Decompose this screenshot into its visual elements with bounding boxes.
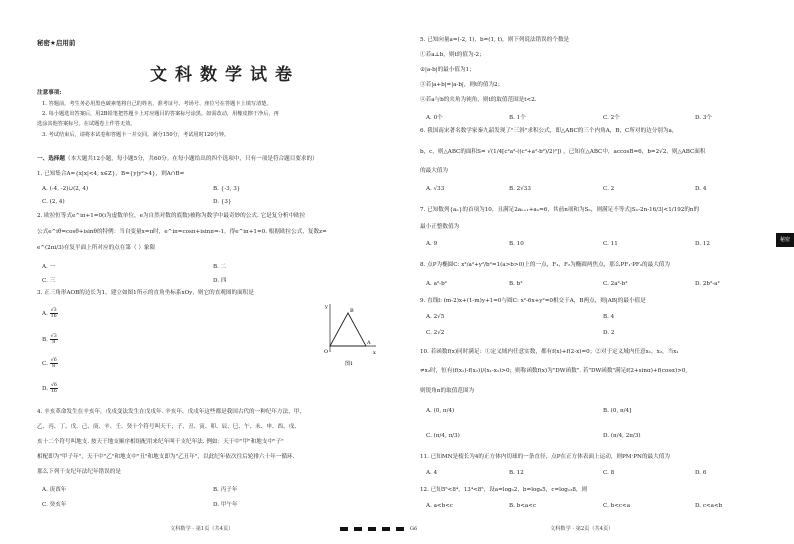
q10-option-a: A. (0, π/4) <box>426 408 455 414</box>
notice-2-cont: 选涂其他答案标号。在试题卷上作答无效。 <box>37 121 136 127</box>
mark-square <box>368 527 376 531</box>
q1-option-d: D. {3} <box>213 199 232 205</box>
q6-option-a: A. √33 <box>426 186 445 192</box>
q4-line-2: 乙、丙、丁、戊、己、庚、辛、壬、癸十个符号叫天干；子、丑、寅、卯、辰、巳、午、未、申、酉、戌、 <box>37 424 300 430</box>
q6-formula: √(1/4[c²a²-((c²+a²-b²)/2)²]) <box>487 149 562 155</box>
q2-option-d: D. 四 <box>213 278 227 284</box>
q2-option-a: A. 一 <box>42 264 56 270</box>
q7-line-2: 最小正整数值为 <box>420 224 460 230</box>
notice-2: 2. 每小题选出答案后，用2B铅笔把答题卡上对应题目的答案标号涂黑。如需改动，用橡皮擦干净后，再 <box>42 111 279 117</box>
q6-option-b: B. 2√33 <box>509 186 531 192</box>
secret-tag: 秘密★启用前 <box>37 39 76 47</box>
q7-line-1: 7. 已知数列{aₙ}的首项为10，且满足2aₙ₊₁+aₙ=6，其前n项和为Sₙ，则满足不等式|Sₙ-2n-16/3|<1/192的n的 <box>420 207 700 213</box>
q6-line-2: b，c，则△ABC的面积S= √(1/4[c²a²-((c²+a²-b²)/2)²]) ，已知在△ABC中，accosB=6，b=2√2，则△ABC面积 <box>420 149 706 155</box>
q4-option-b: B. 丙子年 <box>213 487 238 493</box>
q5-option-d: D. 3个 <box>695 115 712 121</box>
q9-option-c: C. 2√2 <box>426 330 445 336</box>
q11-option-c: C. 8 <box>603 470 615 476</box>
q2-option-c: C. 三 <box>42 278 56 284</box>
q7-option-b: B. 10 <box>509 241 524 247</box>
q3-stem: 3. 正三角形AOB的边长为1，建立如图1所示的直角坐标系xOy，则它的直观图的面积是 <box>37 290 254 296</box>
notice-1: 1. 答题前，考生务必用黑色碳素笔将自己的姓名、准考证号、考场号、座位号在答题卡上填写清楚。 <box>42 101 272 107</box>
q12-stem: 12. 已知5⁵<8⁴，13⁴<8⁵，设a=log₅2，b=log₈5，c=log₁₃8，则 <box>420 487 588 493</box>
q11-option-d: D. 6 <box>695 470 707 476</box>
q5-item-2: ②|a-b|的最小值为1； <box>420 67 475 73</box>
q4-line-3: 亥十二个符号叫地支. 按天干地支顺序相组配用来纪年叫干支纪年法. 例如：天干中"甲"和地支中"子" <box>37 439 284 445</box>
fig-label-b: B <box>350 308 354 314</box>
q4-line-5: 那么下列干支纪年法纪年错误的是 <box>37 469 121 475</box>
q5-option-b: B. 1个 <box>509 115 526 121</box>
q1-option-b: B. {-3, 3} <box>213 186 241 192</box>
q4-line-1: 4. 辛亥革命发生在辛亥年，戊戌变法发生在戊戌年. 辛亥年、戊戌年这些都是我国古代的一种纪年方法，甲、 <box>37 409 305 415</box>
mark-square <box>382 527 390 531</box>
fig-label-x: x <box>373 350 376 356</box>
q5-option-a: A. 0个 <box>426 115 443 121</box>
q3-option-c: C. $\frac{√6}{8}$ <box>42 358 57 369</box>
q3-option-c-fraction: $\frac{√6}{8}$ <box>50 358 57 369</box>
q10-line-3: 则锐角α的取值范围为 <box>420 388 475 394</box>
q11-option-b: B. 12 <box>509 470 524 476</box>
q1-stem: 1. 已知集合A={x|x|<4, x∈Z}，B={y|y²>4}，则A∩B= <box>37 171 185 177</box>
notice-3: 3. 考试结束后，请将本试卷和答题卡一并交回。满分150分，考试用时120分钟。 <box>42 132 230 138</box>
q4-line-4: 相配即为"甲子年"，天干中"乙"和地支中"丑"和地支即为"乙丑年"，以此纪年依次往后轮排六十年一循环. <box>37 454 295 460</box>
q8-option-d: D. 2b²-a² <box>695 281 720 287</box>
left-footer: 文科数学 · 第1页（共4页） <box>170 526 234 532</box>
q10-option-d: D. (π/4, 2π/3) <box>603 433 641 439</box>
mark-square <box>354 527 362 531</box>
q9-stem: 9. 直线l: (m-2)x+(1-m)y+1=0与圆C: x²-6x+y²=0相交于A，B两点，则|AB|的最小值是 <box>420 298 646 304</box>
q3-option-d: D. $\frac{√6}{16}$ <box>42 383 57 394</box>
q7-option-c: C. 11 <box>603 241 618 247</box>
q7-option-a: A. 9 <box>426 241 438 247</box>
q11-option-a: A. 4 <box>426 470 438 476</box>
q11-stem: 11. 已知MN是棱长为4的正方体内切球的一条直径，点P在正方体表面上运动，则PM·PN的最大值为 <box>420 454 670 460</box>
fig-caption: 图1 <box>345 361 354 367</box>
q5-item-3: ③若|a+b|=|a-b|，则t的值为2； <box>420 82 504 88</box>
q2-line-2: 公式e^iθ=cosθ+isinθ的特例：当自变量x=π时，e^iπ=cosπ+isinπ=-1，得e^iπ+1=0. 根据欧拉公式，复数z= <box>37 229 327 235</box>
q5-option-c: C. 2个 <box>603 115 620 121</box>
q3-figure <box>318 302 378 370</box>
mark-square <box>340 527 348 531</box>
side-tab: 秘密 <box>776 233 794 247</box>
q1-option-c: C. (2, 4) <box>42 199 65 205</box>
q5-stem: 5. 已知向量a=(-2, 1)，b=(1, t)，则下列说法错误的个数是 <box>420 37 570 43</box>
q8-stem: 8. 点P为椭圆C: x²/a²+y²/b²=1(a>b>0)上的一点，F₁，F₂为椭圆两焦点，那么PF₁·PF₂的最大值为 <box>420 262 670 268</box>
q5-item-1: ①若a⊥b，则t的值为-2； <box>420 52 485 58</box>
section-heading-line <box>37 156 318 163</box>
q6-option-d: D. 4 <box>695 186 707 192</box>
q10-option-b: B. (0, π/4] <box>603 408 632 414</box>
section-note: （本大题共12小题，每小题5分，共60分。在每小题给出的四个选项中，只有一项是符合题目要求的） <box>64 156 318 162</box>
fig-label-a: A <box>367 340 371 346</box>
q4-option-c: C. 癸亥年 <box>42 502 67 508</box>
triangle-aob <box>330 313 366 346</box>
q3-option-b-fraction: $\frac{√3}{8}$ <box>50 334 57 345</box>
q6-line-1: 6. 我国南宋著名数学家秦九韶发现了"三斜"求积公式，即△ABC的三个内角A，B，C所对的边分别为a， <box>420 128 678 134</box>
q10-option-c: C. (π/4, π/3) <box>426 433 460 439</box>
q3-option-a: A. $\frac{√3}{16}$ <box>42 308 57 319</box>
q8-option-b: B. b² <box>509 281 523 287</box>
q4-option-a: A. 庚酉年 <box>42 487 67 493</box>
q9-option-b: B. 4 <box>603 314 615 320</box>
fig-label-o: O <box>324 349 329 355</box>
fig-label-y: y <box>325 304 328 310</box>
q3-option-a-fraction: $\frac{√3}{16}$ <box>50 308 57 319</box>
q3-option-d-fraction: $\frac{√6}{16}$ <box>50 383 57 394</box>
q8-option-c: C. 2a²-b² <box>603 281 628 287</box>
right-footer: 文科数学 · 第2页（共4页） <box>550 526 614 532</box>
q8-option-a: A. a²-b² <box>426 281 447 287</box>
q6-option-c: C. 2 <box>603 186 615 192</box>
q5-item-4: ④若a与b的夹角为钝角，则t的取值范围是t<2. <box>420 97 537 103</box>
q10-line-1: 10. 若函数f(x)同时满足：①定义域内任意实数，都有f(x)+f(2-x)=0；②对于定义域内任意x₁，x₂，当x₁ <box>420 349 679 355</box>
q7-option-d: D. 12 <box>695 241 710 247</box>
q12-option-d: D. c<a<b <box>695 503 723 509</box>
q12-option-a: A. a<b<c <box>426 503 454 509</box>
q6-line-3: 的最大值为 <box>420 168 448 174</box>
center-code: G6 <box>410 526 418 532</box>
q4-option-d: D. 甲午年 <box>213 502 238 508</box>
q12-option-b: B. b<a<c <box>509 503 537 509</box>
q2-option-b: B. 二 <box>213 264 227 270</box>
q10-line-2: ≠x₂时，恒有(f(x₁)-f(x₂))/(x₁-x₂)>0；则称函数f(x)为"DW函数". 若"DW函数"满足f(2+sinα)+f(cosα)>0, <box>420 368 688 374</box>
right-page <box>400 0 794 544</box>
notice-heading: 注意事项: <box>37 90 62 96</box>
section-heading: 一、选择题 <box>37 156 65 162</box>
q9-option-a: A. 2√5 <box>426 314 445 320</box>
q3-option-b: B. $\frac{√3}{8}$ <box>42 334 57 345</box>
q2-line-1: 2. 欧拉恒等式e^iπ+1=0(i为虚数单位，e为自然对数的底数)被称为数学中最奇妙的公式. 它是复分析中欧拉 <box>37 213 306 219</box>
q1-option-a: A. (-4, -2)∪(2, 4) <box>42 186 89 192</box>
q12-option-c: C. b<c<a <box>603 503 631 509</box>
page-title: 文科数学试卷 <box>150 65 300 85</box>
q2-line-3: e^(2πi/3)在复平面上所对应的点在第（ ）象限 <box>37 245 156 251</box>
q9-option-d: D. 2 <box>603 330 615 336</box>
